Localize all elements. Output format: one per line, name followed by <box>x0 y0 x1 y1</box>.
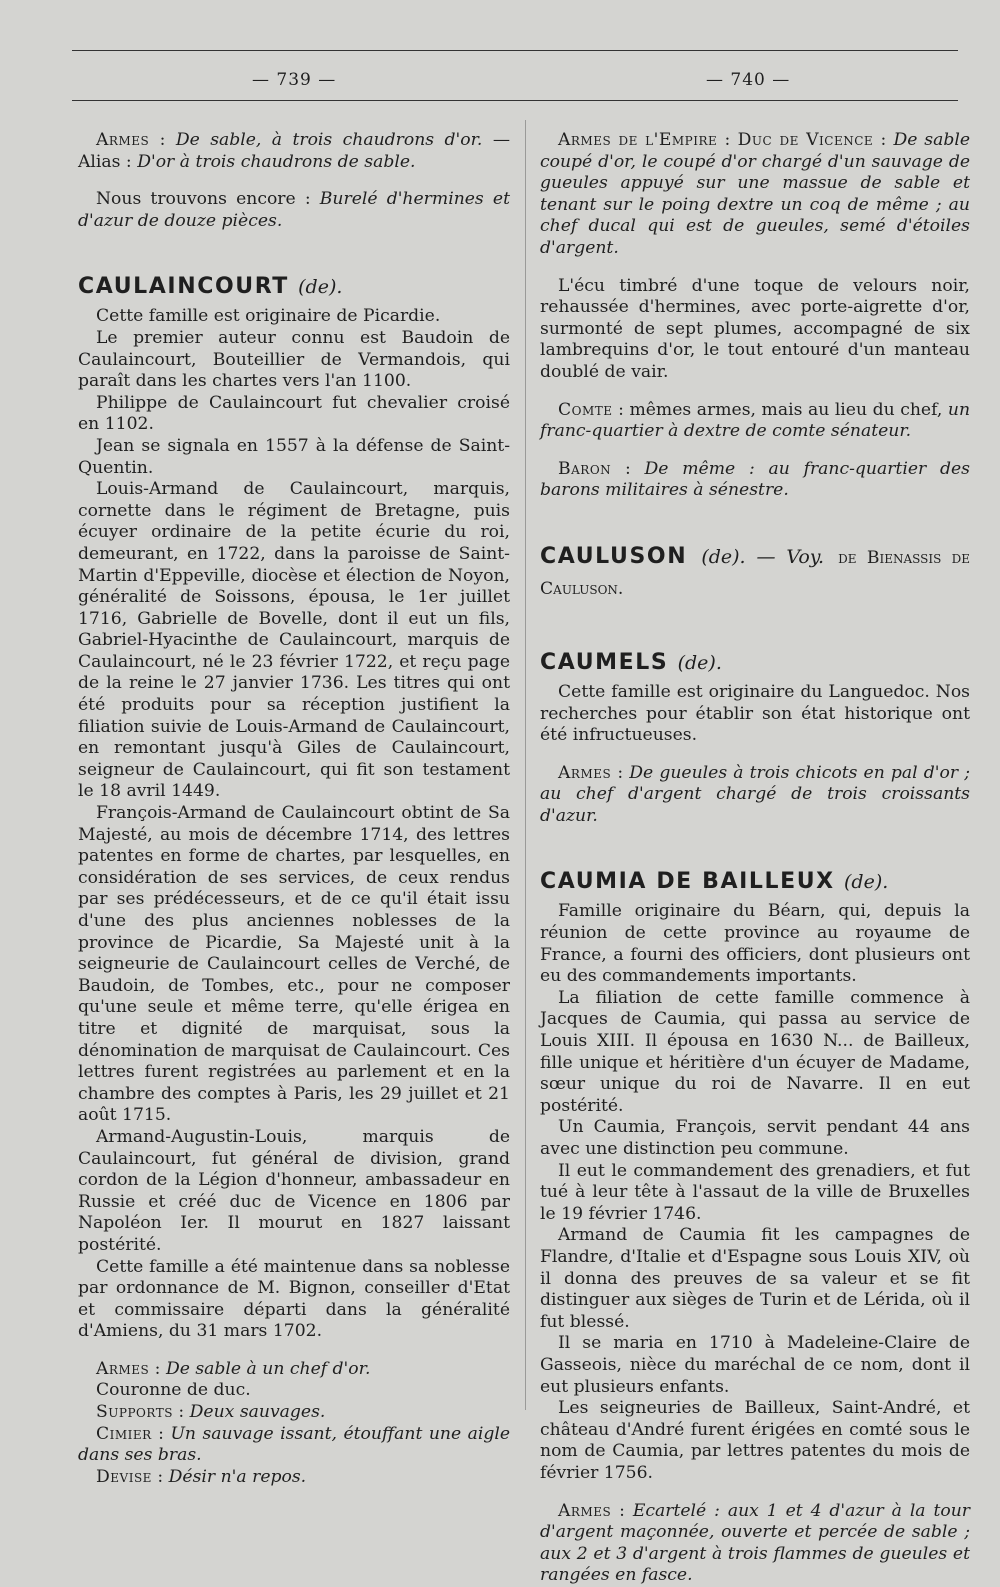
entry-name: CAULUSON <box>540 543 688 569</box>
armes-text: De sable, à trois chaudrons d'or. <box>175 130 483 150</box>
entry-heading <box>540 648 970 678</box>
paragraph: Armand-Augustin-Louis, marquis de Caulaincourt, fut général de division, grand cordon de la Légion d'honneur, ambassadeur en Russie et créé duc de Vicence en 1806 par Napoléon Ier. Il mourut en 1827 laissant postérité. <box>78 1126 510 1255</box>
devise-paragraph: Devise : Désir n'a repos. <box>96 1466 307 1487</box>
header-rule <box>72 100 958 101</box>
armes-text: De sable à un chef d'or. <box>165 1358 371 1379</box>
paragraph: Les seigneuries de Bailleux, Saint-André, et château d'André furent érigées en comté sous le nom de Caumia, par lettres patentes du mois de février 1756. <box>540 1398 970 1483</box>
empire-duc: Duc de Vicence : <box>737 130 887 150</box>
empire-paragraph <box>540 130 970 260</box>
entry-heading <box>540 542 970 604</box>
paragraph: Cette famille a été maintenue dans sa noblesse par ordonnance de M. Bignon, conseiller d'Etat et commissaire départi dans la généralité d'Amiens, du 31 mars 1702. <box>78 1256 510 1342</box>
nous-italic: Burelé d'hermines et d'azur de douze pièces. <box>78 189 510 231</box>
ecu-paragraph: L'écu timbré d'une toque de velours noir, rehaussée d'hermines, avec porte-aigrette d'or, surmonté de sept plumes, accompagné de six lambrequins d'or, le tout entouré d'un manteau doublé de vair. <box>540 275 970 382</box>
page-number-right: — 740 — <box>706 70 791 90</box>
comte-text: mêmes armes, mais au lieu du chef, <box>629 399 943 420</box>
armes-label: Armes <box>96 130 150 150</box>
cross-reference: de Bienassis de Cauluson. <box>540 547 971 599</box>
baron-paragraph: Baron : De même : au franc-quartier des barons militaires à sénestre. <box>540 458 971 501</box>
entry-particle: (de). <box>701 545 746 568</box>
armes-text: Ecartelé : aux 1 et 4 d'azur à la tour d'argent maçonnée, ouverte et percée de sable ; aux 2 et 3 d'argent à trois flammes de gueules et rangées en fasce. <box>540 1500 971 1586</box>
armes-paragraph: Armes : De sable, à trois chaudrons d'or. — Alias : D'or à trois chaudrons de sable. <box>78 130 511 172</box>
armes-label: Armes <box>558 762 612 783</box>
column-divider <box>525 120 526 1410</box>
entry-particle: (de). <box>677 651 722 674</box>
paragraph: Un Caumia, François, servit pendant 44 ans avec une distinction peu commune. <box>540 1117 970 1159</box>
paragraph: Cette famille est originaire de Picardie. <box>96 306 441 327</box>
cimier-label: Cimier <box>96 1423 152 1444</box>
devise-label: Devise <box>96 1466 152 1487</box>
paragraph: Il se maria en 1710 à Madeleine-Claire de Gasseois, nièce du maréchal de ce nom, dont il eut plusieurs enfants. <box>540 1333 970 1397</box>
couronne-text: Couronne de duc. <box>96 1380 251 1401</box>
cimier-text: Un sauvage issant, étouffant une aigle dans ses bras. <box>78 1423 511 1466</box>
entry-particle: (de). <box>298 276 343 299</box>
paragraph: Armand de Caumia fit les campagnes de Flandre, d'Italie et d'Espagne sous Louis XIV, où il donna des preuves de sa valeur et se fit distinguer aux sièges de Turin et de Lérida, où il fut blessé. <box>540 1225 970 1332</box>
empire-text: De sable coupé d'or, le coupé d'or chargé d'un sauvage de gueules appuyé sur une massue de sable et tenant sur le poing dextre un coq de même ; au chef ducal qui est de gueules, semé d'étoiles d'argent. <box>540 130 970 258</box>
comte-italic: un franc-quartier à dextre de comte sénateur. <box>540 399 971 442</box>
entry-particle: (de). <box>844 871 889 894</box>
paragraph: Le premier auteur connu est Baudoin de Caulaincourt, Bouteillier de Vermandois, qui paraît dans les chartes vers l'an 1100. <box>78 327 510 392</box>
baron-text: De même : au franc-quartier des barons militaires à sénestre. <box>540 458 971 501</box>
paragraph: Philippe de Caulaincourt fut chevalier croisé en 1102. <box>78 392 510 435</box>
supports-text: Deux sauvages. <box>189 1402 326 1423</box>
nous-text: Nous trouvons encore : <box>96 189 311 210</box>
paragraph: Louis-Armand de Caulaincourt, marquis, cornette dans le régiment de Bretagne, puis écuyer ordinaire de la petite écurie du roi, demeurant, en 1722, dans la paroisse de Saint-Martin d'Eppeville, diocèse et élection de Noyon, généralité de Soissons, épousa, le 1er juillet 1716, Gabrielle de Bovelle, dont il eut un fils, Gabriel-Hyacinthe de Caulaincourt, marquis de Caulaincourt, né le 23 février 1722, et reçu page de la reine le 27 janvier 1736. Les titres qui ont été produits pour sa réception justifient la filiation suivie de Louis-Armand de Caulaincourt, en remontant jusqu'à Giles de Caulaincourt, seigneur de Caulaincourt, qui fit son testament le 18 avril 1449. <box>78 479 510 802</box>
paragraph: Jean se signala en 1557 à la défense de Saint-Quentin. <box>78 435 510 478</box>
entry-name: CAUMIA DE BAILLEUX <box>540 869 835 895</box>
comte-label: Comte <box>558 399 613 420</box>
supports-label: Supports <box>96 1402 173 1423</box>
voy-ref: — Voy. <box>745 545 825 568</box>
cimier-paragraph: Cimier : Un sauvage issant, étouffant une aigle dans ses bras. <box>78 1423 511 1466</box>
nous-paragraph <box>78 189 510 232</box>
armes-label: Armes <box>96 1358 150 1379</box>
entry-name: CAUMELS <box>540 649 669 675</box>
entry-heading <box>78 272 510 302</box>
paragraph: La filiation de cette famille commence à Jacques de Caumia, qui passa au service de Louis XIII. Il épousa en 1630 N... de Bailleux, fille unique et héritière d'un écuyer de Madame, sœur unique du roi de Navarre. Il en eut postérité. <box>540 987 970 1116</box>
paragraph: Famille originaire du Béarn, qui, depuis la réunion de cette province au royaume de France, a fourni des officiers, dont plusieurs ont eu des commandements importants. <box>540 901 970 987</box>
alias-lead: — Alias : <box>78 130 511 172</box>
empire-label: Armes de l'Empire : <box>558 130 731 150</box>
comte-paragraph: Comte : mêmes armes, mais au lieu du chef, un franc-quartier à dextre de comte sénateur. <box>540 399 971 442</box>
armes-label: Armes <box>558 1500 612 1521</box>
baron-label: Baron <box>558 458 612 479</box>
paragraph: Cette famille est originaire du Languedoc. Nos recherches pour établir son état historique ont été infructueuses. <box>540 681 970 746</box>
armes-paragraph: Armes : Ecartelé : aux 1 et 4 d'azur à la tour d'argent maçonnée, ouverte et percée de sable ; aux 2 et 3 d'argent à trois flammes de gueules et rangées en fasce. <box>540 1500 971 1586</box>
armes-text: De gueules à trois chicots en pal d'or ; au chef d'argent chargé de trois croissants d'azur. <box>540 762 970 826</box>
paragraph: François-Armand de Caulaincourt obtint de Sa Majesté, au mois de décembre 1714, des lettres patentes en forme de chartes, par lesquelles, en considération de ses services, de ceux rendus par ses prédécesseurs, et de ce qu'il était issu d'une des plus anciennes noblesses de la province de Picardie, Sa Majesté unit à la seigneurie de Caulaincourt celles de Verché, de Baudoin, de Tombes, etc., pour ne composer qu'une seule et même terre, qu'elle érigea en titre et dignité de marquisat, sous la dénomination de marquisat de Caulaincourt. Ces lettres furent registrées au parlement et en la chambre des comptes à Paris, les 29 juillet et 21 août 1715. <box>78 803 510 1126</box>
supports-paragraph: Supports : Deux sauvages. <box>96 1402 326 1423</box>
left-column <box>78 130 510 1488</box>
alias-text: D'or à trois chaudrons de sable. <box>137 151 416 172</box>
page-number-left: — 739 — <box>252 70 337 90</box>
paragraph: Il eut le commandement des grenadiers, et fut tué à leur tête à l'assaut de la ville de Bruxelles le 19 février 1746. <box>540 1160 970 1224</box>
entry-heading <box>540 867 970 897</box>
entry-name: CAULAINCOURT <box>78 274 289 300</box>
armes-paragraph: Armes : De sable à un chef d'or. <box>96 1358 371 1379</box>
right-column <box>540 130 970 1587</box>
devise-text: Désir n'a repos. <box>168 1466 307 1487</box>
armes-paragraph: Armes : De gueules à trois chicots en pal d'or ; au chef d'argent chargé de trois croissants d'azur. <box>540 762 970 826</box>
top-rule <box>72 50 958 51</box>
